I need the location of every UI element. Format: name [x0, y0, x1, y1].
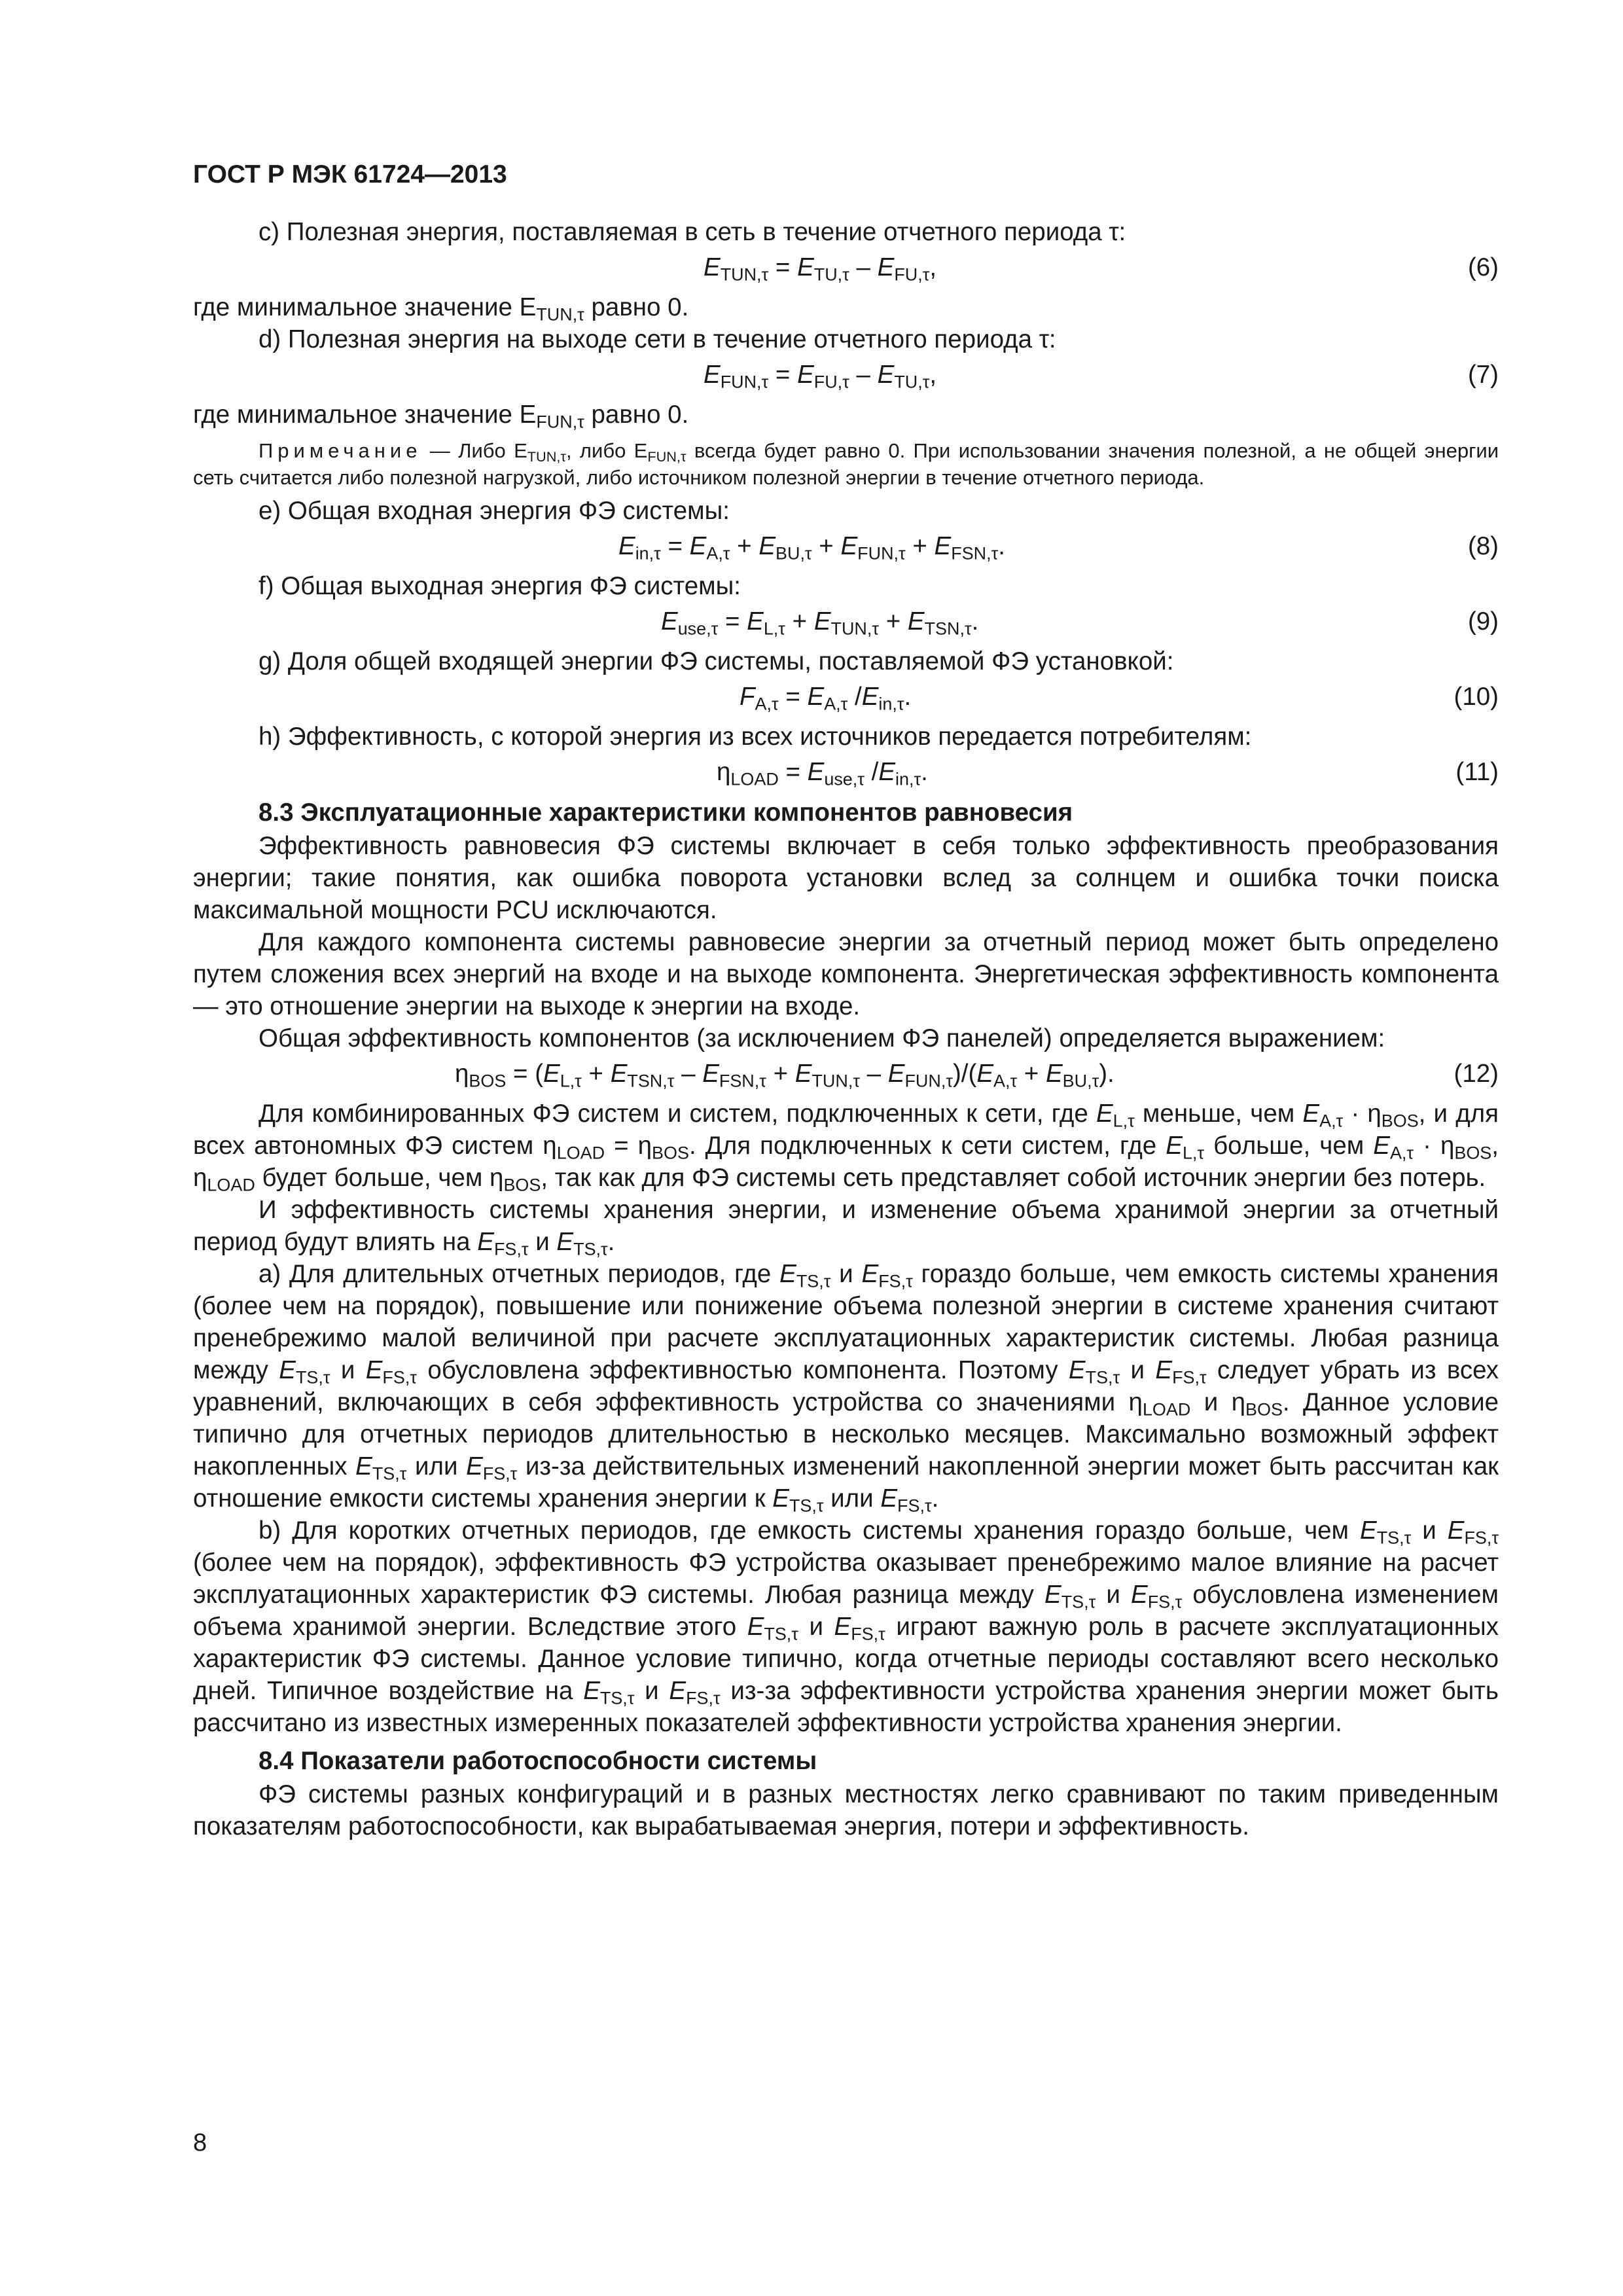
- equation-12: [193, 1054, 1499, 1098]
- equation-12-formula: $\eta_{BOS} = (E_{L,\tau} + E_{TSN,\tau} - E_{FSN,\tau} + E_{TUN,\tau} - E_{FUN,\tau})/(E_{A,\tau} + E_{BU,\tau})$.: [455, 1060, 1115, 1091]
- note: Примечание — Либо $E_{TUN,\tau}$, либо $E_{FUN,\tau}$ всегда будет равно 0. При использовании значения полезной, а не общей энергии сеть считается либо полезной нагрузкой, либо источником полезной энергии в течение отчетного периода.: [193, 439, 1499, 489]
- item-d-condition: где минимальное значение $E_{FUN,\tau}$ равно 0.: [193, 401, 689, 432]
- equation-11-number: (11): [1455, 758, 1499, 786]
- equation-6-number: (6): [1467, 253, 1499, 281]
- paragraph-a: а) Для длительных отчетных периодов, где $E_{TS,\tau}$ и $E_{FS,\tau}$ гораздо больше, чем емкость системы хранения (более чем на порядок), повышение или понижение объема полезной энергии в системе хранения считают пренебрежимо малой величиной при расчете эксплуатационных характеристик системы. Любая разница между $E_{TS,\tau}$ и $E_{FS,\tau}$ обусловлена эффективностью компонента. Поэтому $E_{TS,\tau}$ и $E_{FS,\tau}$ следует убрать из всех уравнений, включающих в себя эффективность устройства со значениями $\eta_{LOAD}$ и $\eta_{BOS}$. Данное условие типично для отчетных периодов длительностью в несколько месяцев. Максимально возможный эффект накопленных $E_{TS,\tau}$ или $E_{FS,\tau}$ из-за действительных изменений накопленной энергии может быть рассчитан как отношение емкости системы хранения энергии к $E_{TS,\tau}$ или $E_{FS,\tau}$.: [193, 1260, 1499, 1516]
- paragraph-b: b) Для коротких отчетных периодов, где емкость системы хранения гораздо больше, чем $E_{TS,\tau}$ и $E_{FS,\tau}$ (более чем на порядок), эффективность ФЭ устройства оказывает пренебрежимо малое влияние на расчет эксплуатационных характеристик ФЭ системы. Любая разница между $E_{TS,\tau}$ и $E_{FS,\tau}$ обусловлена изменением объема хранимой энергии. Вследствие этого $E_{TS,\tau}$ и $E_{FS,\tau}$ играют важную роль в расчете эксплуатационных характеристик ФЭ системы. Данное условие типично, когда отчетные периоды составляют всего несколько дней. Типичное воздействие на $E_{TS,\tau}$ и $E_{FS,\tau}$ из-за эффективности устройства хранения энергии может быть рассчитано из известных измеренных показателей эффективности устройства хранения энергии.: [193, 1516, 1499, 1737]
- item-h: h) Эффективность, с которой энергия из всех источников передается потребителям:: [259, 723, 1252, 751]
- item-g: g) Доля общей входящей энергии ФЭ системы, поставляемой ФЭ установкой:: [259, 647, 1174, 675]
- equation-10: [193, 677, 1499, 721]
- equation-11: [193, 753, 1499, 796]
- paragraph-4: Для комбинированных ФЭ систем и систем, подключенных к сети, где $E_{L,\tau}$ меньше, чем $E_{A,\tau} \cdot \eta_{BOS}$, и для всех автономных ФЭ систем $\eta_{LOAD} = \eta_{BOS}$. Для подключенных к сети систем, где $E_{L,\tau}$ больше, чем $E_{A,\tau} \cdot \eta_{BOS}$, $\eta_{LOAD}$ будет больше, чем $\eta_{BOS}$, так как для ФЭ системы сеть представляет собой источник энергии без потерь.: [193, 1100, 1499, 1195]
- item-f: f) Общая выходная энергия ФЭ системы:: [259, 572, 741, 600]
- equation-8-formula: $E_{in,\tau} = E_{A,\tau} + E_{BU,\tau} + E_{FUN,\tau} + E_{FSN,\tau}$.: [618, 532, 1005, 564]
- equation-11-formula: $\eta_{LOAD} = E_{use,\tau}$ $/E_{in,\tau}$.: [717, 758, 928, 789]
- equation-8: [193, 527, 1499, 570]
- equation-10-number: (10): [1454, 683, 1499, 711]
- main-text: [193, 216, 1499, 1842]
- item-c: c) Полезная энергия, поставляемая в сеть в течение отчетного периода τ:: [259, 218, 1126, 246]
- equation-10-formula: $F_{A,\tau} = E_{A,\tau}$ $/E_{in,\tau}$.: [740, 683, 912, 714]
- equation-7: [193, 355, 1499, 399]
- equation-7-number: (7): [1467, 361, 1499, 389]
- equation-6: [193, 248, 1499, 291]
- paragraph-3: Общая эффективность компонентов (за исключением ФЭ панелей) определяется выражением:: [259, 1024, 1385, 1052]
- equation-7-formula: $E_{FUN,\tau} = E_{FU,\tau} - E_{TU,\tau}$,: [704, 361, 937, 392]
- item-c-condition: где минимальное значение $E_{TUN,\tau}$ равно 0.: [193, 293, 689, 325]
- equation-8-number: (8): [1467, 532, 1499, 560]
- equation-9: [193, 602, 1499, 645]
- paragraph-last: ФЭ системы разных конфигураций и в разных местностях легко сравнивают по таким приведенным показателям работоспособности, как вырабатываемая энергия, потери и эффективность.: [193, 1780, 1499, 1840]
- equation-12-number: (12): [1454, 1060, 1499, 1088]
- paragraph-5: И эффективность системы хранения энергии, и изменение объема хранимой энергии за отчетный период будут влиять на $E_{FS,\tau}$ и $E_{TS,\tau}$.: [193, 1196, 1499, 1259]
- section-8-3-title: 8.3 Эксплуатационные характеристики компонентов равновесия: [259, 798, 1073, 827]
- document-header: ГОСТ Р МЭК 61724—2013: [193, 160, 507, 188]
- item-d: d) Полезная энергия на выходе сети в течение отчетного периода τ:: [259, 325, 1056, 353]
- note-label: Примечание: [259, 439, 422, 462]
- equation-9-number: (9): [1467, 607, 1499, 636]
- equation-9-formula: $E_{use,\tau} = E_{L,\tau} + E_{TUN,\tau} + E_{TSN,\tau}$.: [661, 607, 979, 639]
- section-8-4-title: 8.4 Показатели работоспособности системы: [259, 1747, 817, 1775]
- paragraph-1: Эффективность равновесия ФЭ системы включает в себя только эффективность преобразования энергии; такие понятия, как ошибка поворота установки вслед за солнцем и ошибка точки поиска максимальной мощности PCU исключаются.: [193, 832, 1499, 924]
- item-e: e) Общая входная энергия ФЭ системы:: [259, 497, 730, 525]
- page-number: 8: [193, 2129, 207, 2157]
- paragraph-2: Для каждого компонента системы равновесие энергии за отчетный период может быть определено путем сложения всех энергий на входе и на выходе компонента. Энергетическая эффективность компонента — это отношение энергии на выходе к энергии на входе.: [193, 928, 1499, 1020]
- equation-6-formula: $E_{TUN,\tau} = E_{TU,\tau} - E_{FU,\tau}$,: [704, 253, 937, 285]
